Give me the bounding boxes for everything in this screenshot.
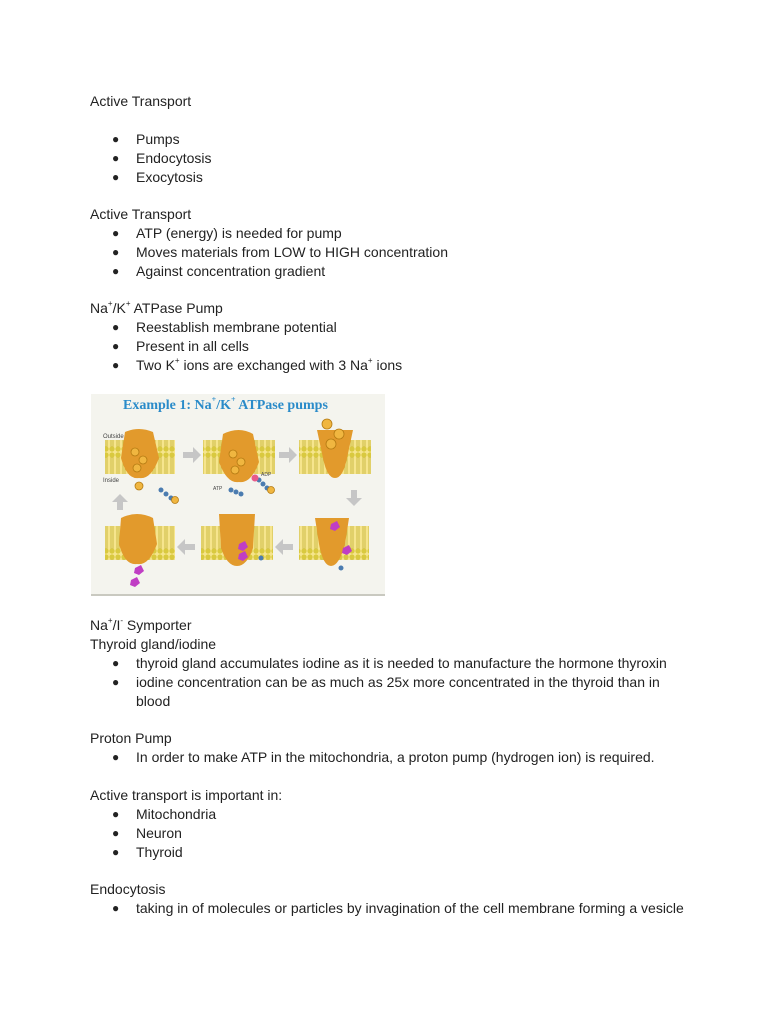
list-item: Pumps bbox=[136, 131, 180, 147]
list-item: Endocytosis bbox=[136, 150, 212, 166]
bullet: ● bbox=[112, 226, 120, 240]
heading-active-transport-1: Active Transport bbox=[90, 93, 192, 109]
list-item: Present in all cells bbox=[136, 338, 249, 354]
bullet: ● bbox=[112, 901, 120, 915]
bullet: ● bbox=[112, 750, 120, 764]
list-item-continuation: blood bbox=[136, 693, 171, 709]
label-inside: Inside bbox=[103, 478, 120, 484]
bullet: ● bbox=[112, 807, 120, 821]
list-item: Against concentration gradient bbox=[136, 263, 326, 279]
pump-cycle-illustration bbox=[91, 418, 385, 594]
figure-title: Example 1: Na+/K+ ATPase pumps bbox=[123, 395, 328, 413]
bullet: ● bbox=[112, 320, 120, 334]
bullet: ● bbox=[112, 845, 120, 859]
bullet: ● bbox=[112, 826, 120, 840]
list-item: Neuron bbox=[136, 825, 182, 841]
list-item: Moves materials from LOW to HIGH concentration bbox=[136, 244, 448, 260]
heading-important-in: Active transport is important in: bbox=[90, 787, 283, 803]
bullet: ● bbox=[112, 170, 120, 184]
list-item: Reestablish membrane potential bbox=[136, 319, 337, 335]
bullet: ● bbox=[112, 245, 120, 259]
heading-na-k-atpase-pump: Na+/K+ ATPase Pump bbox=[90, 299, 223, 316]
subheading-thyroid: Thyroid gland/iodine bbox=[90, 636, 217, 652]
list-item: Thyroid bbox=[136, 844, 183, 860]
heading-proton-pump: Proton Pump bbox=[90, 730, 172, 746]
bullet: ● bbox=[112, 151, 120, 165]
na-k-pump-diagram bbox=[91, 394, 385, 596]
heading-na-i-symporter: Na+/I- Symporter bbox=[90, 616, 192, 633]
list-item: ATP (energy) is needed for pump bbox=[136, 225, 342, 241]
heading-endocytosis: Endocytosis bbox=[90, 881, 166, 897]
list-item: Mitochondria bbox=[136, 806, 217, 822]
list-item: iodine concentration can be as much as 25x more concentrated in the thyroid than in bbox=[136, 674, 660, 690]
bullet: ● bbox=[112, 675, 120, 689]
heading-active-transport-2: Active Transport bbox=[90, 206, 192, 222]
bullet: ● bbox=[112, 132, 120, 146]
bullet: ● bbox=[112, 656, 120, 670]
list-item: Two K+ ions are exchanged with 3 Na+ ions bbox=[136, 356, 403, 373]
list-item: taking in of molecules or particles by invagination of the cell membrane forming a vesicle bbox=[136, 900, 684, 916]
label-adp: ADP bbox=[261, 472, 272, 478]
bullet: ● bbox=[112, 358, 120, 372]
label-outside: Outside bbox=[103, 434, 124, 440]
list-item: In order to make ATP in the mitochondria, a proton pump (hydrogen ion) is required. bbox=[136, 749, 655, 765]
bullet: ● bbox=[112, 264, 120, 278]
label-atp: ATP bbox=[213, 486, 223, 492]
list-item: Exocytosis bbox=[136, 169, 203, 185]
list-item: thyroid gland accumulates iodine as it is needed to manufacture the hormone thyroxin bbox=[136, 655, 667, 671]
bullet: ● bbox=[112, 339, 120, 353]
